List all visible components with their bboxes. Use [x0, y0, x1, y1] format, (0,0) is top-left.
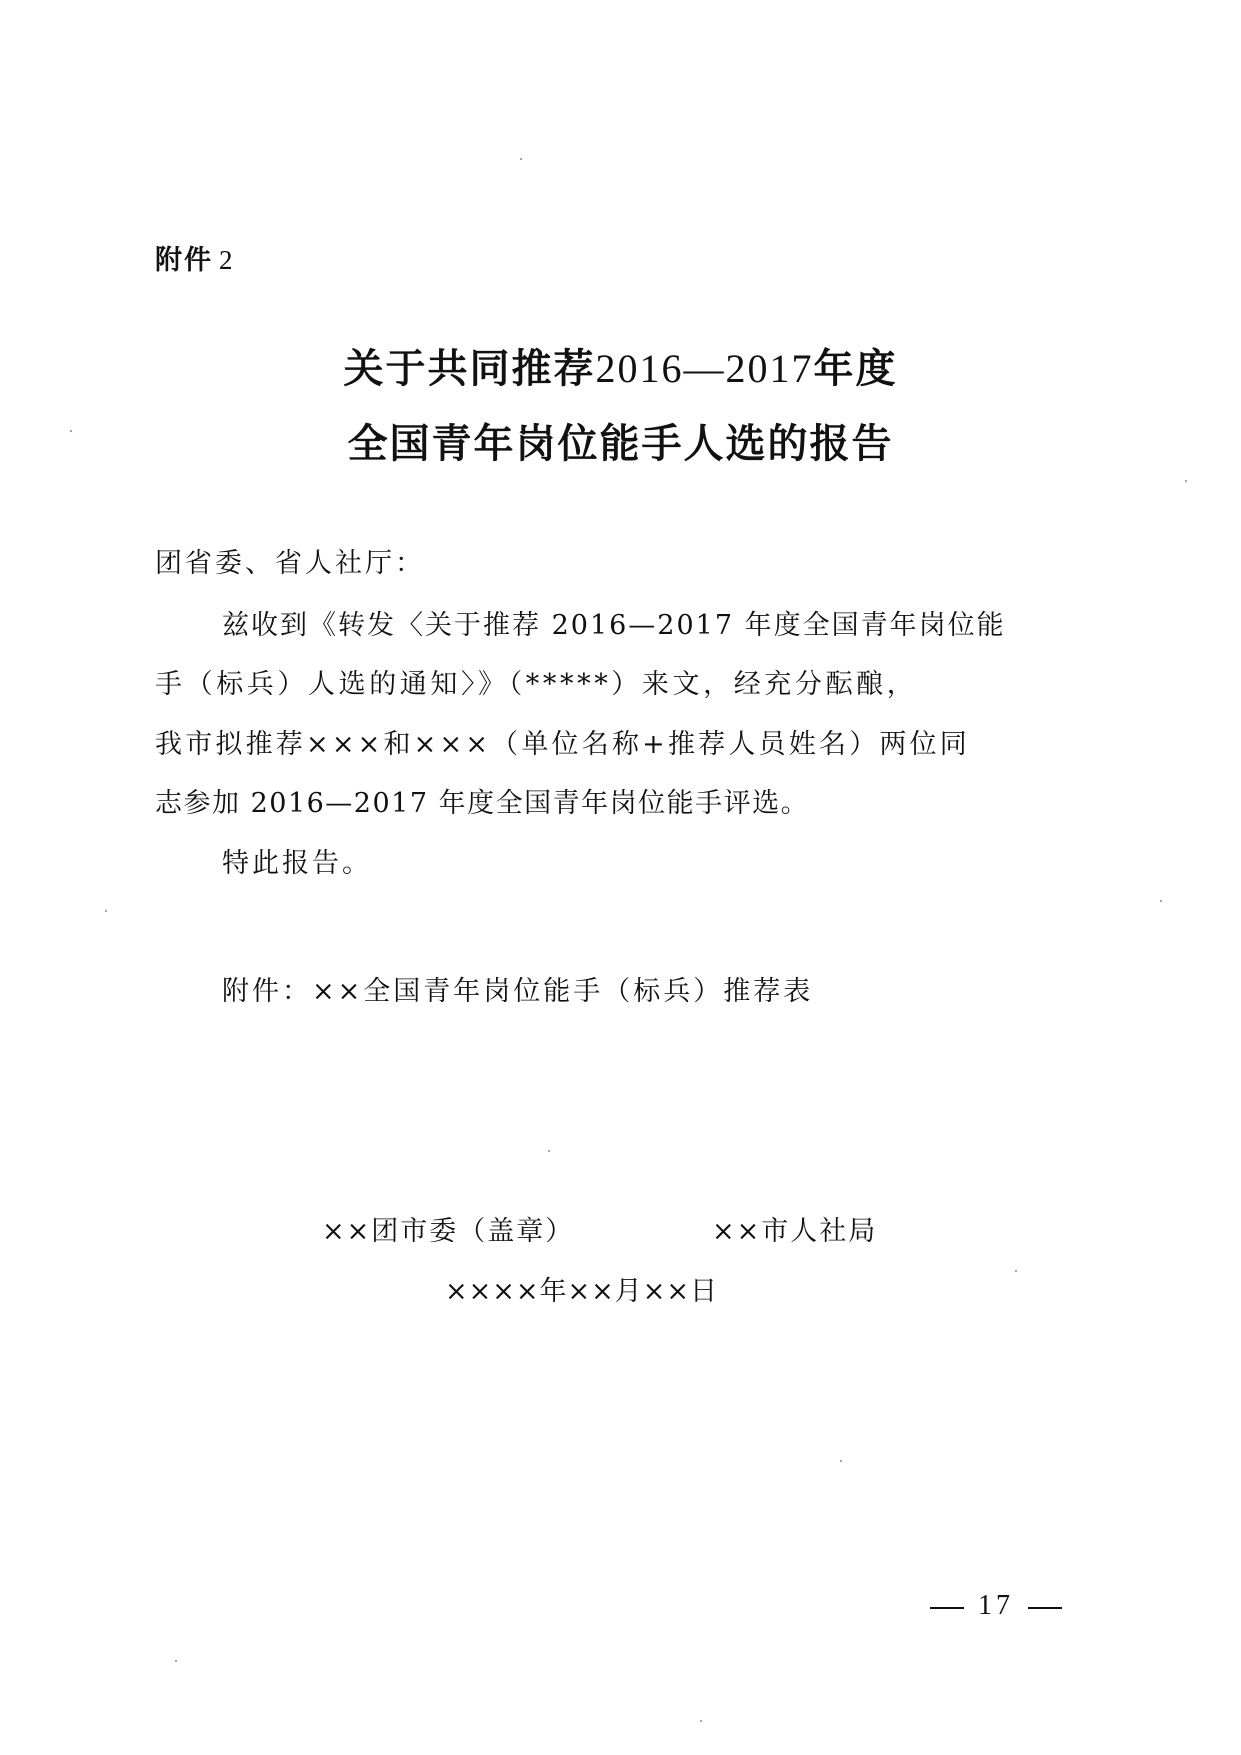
page-number — [930, 1590, 1062, 1622]
attachment-reference: 附件：××全国青年岗位能手（标兵）推荐表 — [222, 976, 814, 1007]
signature-date: ××××年××月××日 — [445, 1276, 718, 1307]
document-title-line-2: 全国青年岗位能手人选的报告 — [347, 421, 894, 467]
attachment-label-prefix: 附件 — [155, 245, 213, 276]
scan-speck — [1185, 480, 1187, 482]
signature-org-2: ××市人社局 — [712, 1216, 878, 1247]
signature-org-1: ××团市委（盖章） — [322, 1216, 575, 1247]
scan-speck — [1015, 1270, 1017, 1272]
title-line1-suffix: 年度 — [813, 346, 898, 392]
closing-statement: 特此报告。 — [222, 848, 372, 879]
scan-speck — [70, 430, 72, 432]
attachment-label — [155, 238, 235, 277]
salutation: 团省委、省人社厅： — [155, 548, 425, 579]
body-line-4: 志参加 2016—2017 年度全国青年岗位能手评选。 — [155, 788, 810, 819]
page-number-right-dash — [1028, 1607, 1062, 1609]
scan-speck — [700, 1720, 702, 1722]
scan-speck — [548, 1150, 550, 1152]
page-number-value: 17 — [978, 1590, 1014, 1621]
attachment-label-number: 2 — [219, 245, 235, 275]
body-line-2: 手（标兵）人选的通知〉》（*****）来文，经充分酝酿， — [155, 669, 918, 700]
page-number-left-dash — [930, 1607, 964, 1609]
scan-speck — [1160, 900, 1162, 902]
scan-speck — [840, 1460, 842, 1462]
scan-speck — [520, 158, 522, 160]
title-line1-prefix: 关于共同推荐 — [343, 346, 596, 392]
body-line-1: 兹收到《转发〈关于推荐 2016—2017 年度全国青年岗位能 — [222, 610, 1006, 641]
scan-speck — [105, 910, 107, 912]
title-line1-years: 2016—2017 — [595, 346, 814, 391]
body-line-3: 我市拟推荐×××和×××（单位名称+推荐人员姓名）两位同 — [155, 729, 970, 760]
document-title-line-1 — [0, 345, 1241, 393]
scan-speck — [175, 1660, 177, 1662]
